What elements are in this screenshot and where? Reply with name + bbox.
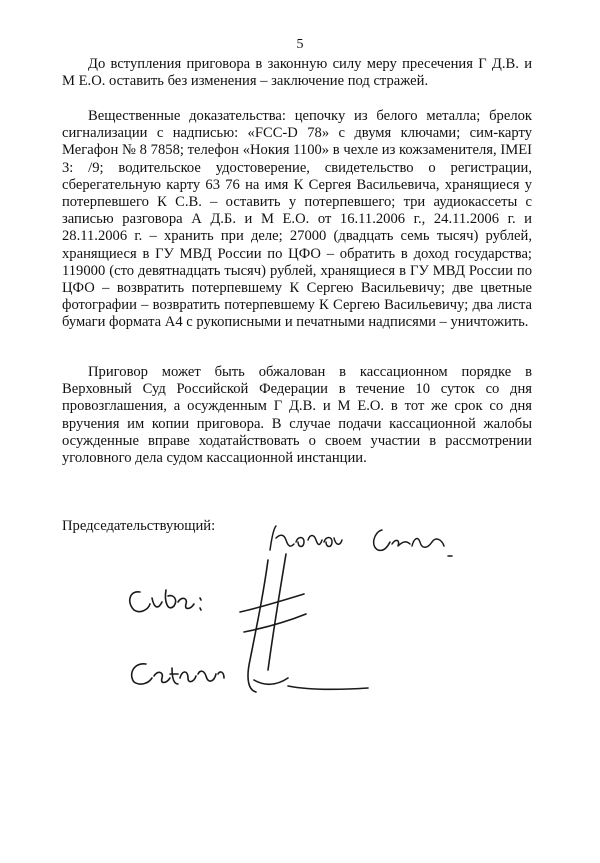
paragraph-text: До вступления приговора в законную силу меру пресечения Г Д.В. и М Е.О. оставить без изменения – заключение под стражей. (62, 56, 532, 90)
presiding-judge-label: Председательствующий: (62, 518, 216, 534)
paragraph-text: Приговор может быть обжалован в кассационном порядке в Верховный Суд Российской Федерации в течение 10 суток со дня провозглашения, а осужденным Г Д.В. и М Е.О. в тот же срок со дня вручения им копии приговора. В случае подачи кассационной жалобы осужденные вправе ходатайствовать о своем участии в рассмотрении уголовного дела судом кассационной инстанции. (62, 364, 532, 467)
handwritten-signature-judges (118, 550, 398, 710)
page-number: 5 (296, 37, 304, 52)
paragraph-evidence (62, 108, 532, 332)
paragraph-appeal (62, 364, 532, 467)
paragraph-text: Вещественные доказательства: цепочку из белого металла; брелок сигнализации с надписью: «FCC-D 78» с двумя ключами; сим-карту Мегафон № 8 7858; телефон «Нокия 1100» в чехле из кожзаменителя, IMEI 3: /9; водительское удостоверение, свидетельство о регистрации, сберегательную карту 63 76 на имя К Сергея Васильевича, хранящиеся у потерпевшего К С.В. – оставить у потерпевшего; три аудиокассеты с записью разговора А Д.Б. и М Е.О. от 16.11.2006 г., 24.11.2006 г. и 28.11.2006 г. – хранить при деле; 27000 (двадцать семь тысяч) рублей, хранящиеся в ГУ МВД России по ЦФО – обратить в доход государства; 119000 (сто девятнадцать тысяч) рублей, хранящиеся в ГУ МВД России по ЦФО – возвратить потерпевшему К Сергею Васильевичу; две цветные фотографии – возвратить потерпевшему К Сергею Васильевичу; два листа бумаги формата А4 с рукописными и печатными надписями – уничтожить. (62, 108, 532, 331)
paragraph-preventive-measure (62, 56, 532, 90)
